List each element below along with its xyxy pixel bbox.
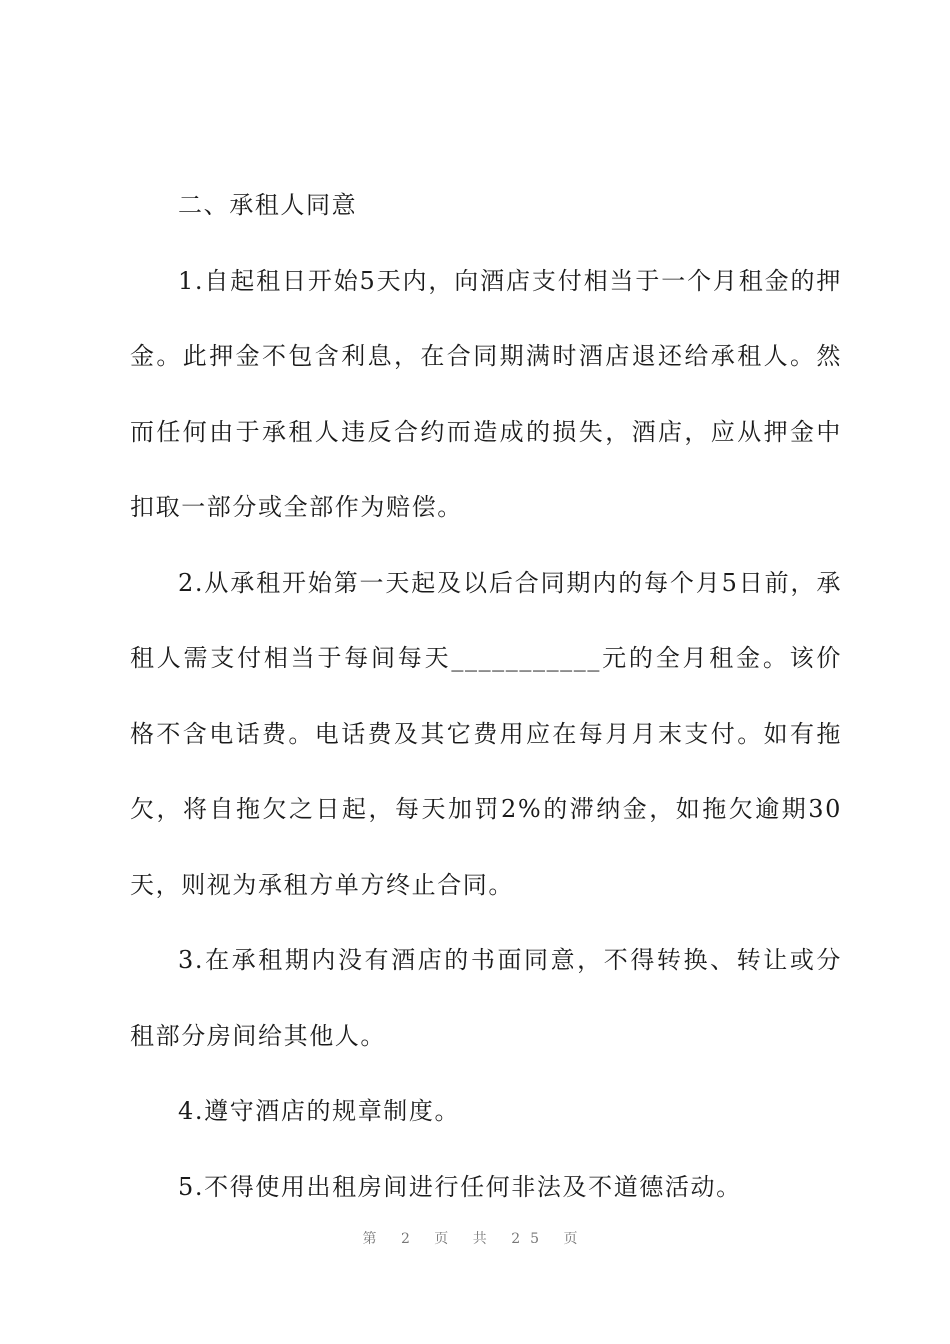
clause-4: 4.遵守酒店的规章制度。 (178, 1097, 461, 1125)
clause-2: 2.从承租开始第一天起及以后合同期内的每个月5日前，承租人需支付相当于每间每天___________元的全月租金。该价格不含电话费。电话费及其它费用应在每月月末支付。如有拖欠，将自拖欠之日起，每天加罚2%的滞纳金，如拖欠逾期30天，则视为承租方单方终止合同。 (130, 568, 842, 899)
section-heading: 二、承租人同意 (178, 191, 358, 219)
clause-3: 3.在承租期内没有酒店的书面同意，不得转换、转让或分租部分房间给其他人。 (130, 946, 842, 1050)
clause-5: 5.不得使用出租房间进行任何非法及不道德活动。 (178, 1172, 742, 1201)
page-number-footer: 第 2 页 共 25 页 (362, 1231, 588, 1247)
clause-1: 1.自起租日开始5天内，向酒店支付相当于一个月租金的押金。此押金不包含利息，在合同期满时酒店退还给承租人。然而任何由于承租人违反合约而造成的损失，酒店，应从押金中扣取一部分或全部作为赔偿。 (130, 266, 842, 521)
document-body (130, 168, 842, 1225)
